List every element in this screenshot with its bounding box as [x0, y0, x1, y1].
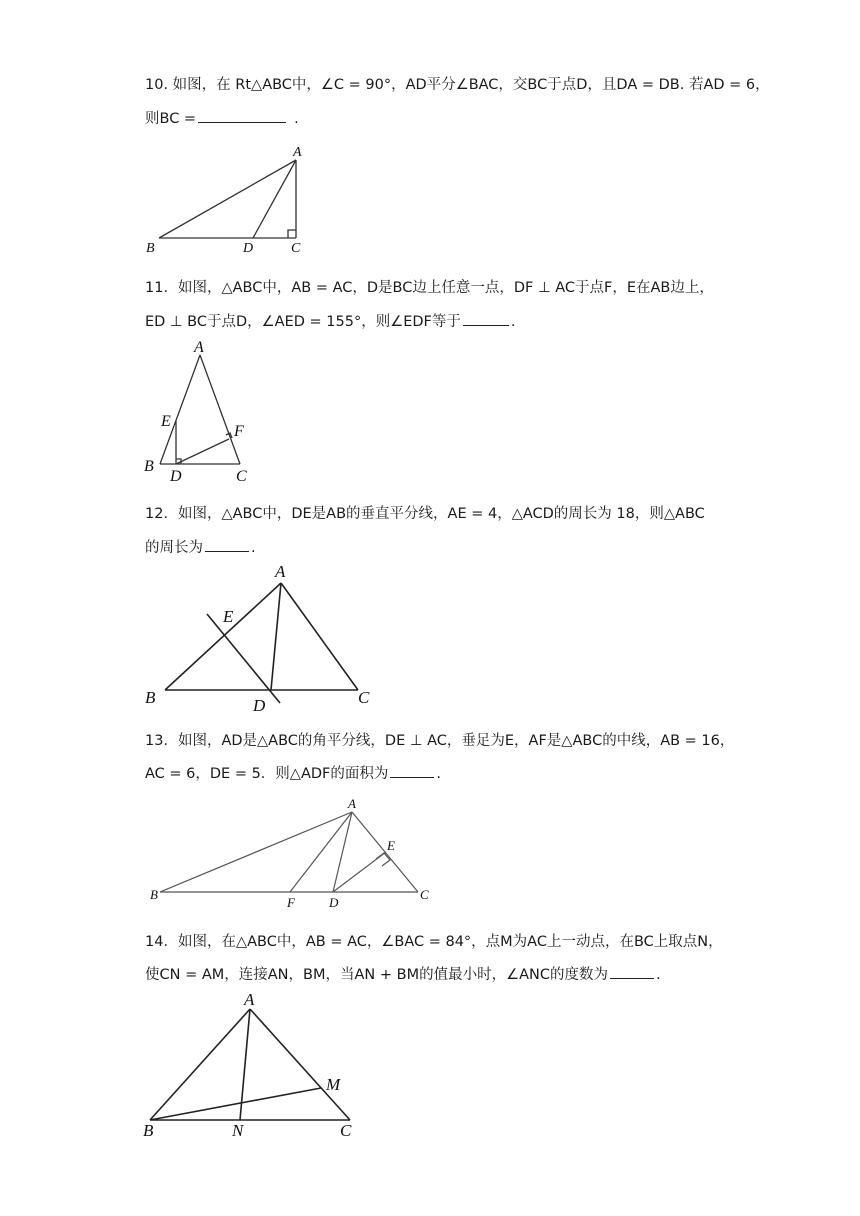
problem-12-tail: . [251, 540, 256, 556]
label-F: F [234, 423, 244, 440]
answer-blank-12[interactable] [205, 550, 249, 552]
problem-14-text: 使CN = AM，连接AN，BM，当AN + BM的值最小时，∠ANC的度数为 [145, 967, 608, 983]
figure-14 [140, 990, 380, 1150]
label-D: D [329, 895, 339, 910]
label-B: B [146, 241, 155, 256]
answer-blank-11[interactable] [463, 324, 509, 326]
label-M: M [326, 1075, 341, 1094]
label-A: A [194, 339, 204, 356]
problem-10-text: 则BC = [145, 111, 197, 127]
problem-12-line-1: 12．如图，△ABC中，DE是AB的垂直平分线，AE = 4，△ACD的周长为 18，则△ABC [145, 506, 705, 522]
problem-11-tail: . [510, 314, 516, 330]
problem-10-tail: . [294, 111, 299, 127]
label-B: B [145, 688, 156, 707]
label-C: C [236, 468, 247, 485]
label-A: A [293, 145, 302, 160]
label-C: C [358, 688, 370, 707]
problem-14-line-2 [145, 963, 661, 984]
label-D: D [170, 468, 182, 485]
label-C: C [291, 241, 301, 256]
label-A: A [348, 796, 356, 811]
answer-blank-13[interactable] [390, 776, 434, 778]
label-A: A [275, 562, 286, 581]
label-B: B [150, 887, 158, 902]
label-A: A [244, 990, 255, 1009]
label-B: B [144, 458, 154, 475]
label-C: C [340, 1121, 352, 1140]
answer-blank-10[interactable] [198, 121, 286, 123]
label-D: D [253, 696, 266, 715]
problem-10-line-1: 10. 如图，在 Rt△ABC中，∠C = 90°，AD平分∠BAC，交BC于点D，且DA = DB. 若AD = 6， [145, 77, 770, 93]
label-E: E [161, 413, 171, 430]
problem-13-line-1: 13．如图，AD是△ABC的角平分线，DE ⊥ AC，垂足为E，AF是△ABC的中线，AB = 16， [145, 733, 735, 749]
label-B: B [143, 1121, 154, 1140]
problem-13-tail: . [436, 766, 441, 782]
answer-blank-14[interactable] [610, 977, 654, 979]
problem-14-line-1: 14．如图，在△ABC中，AB = AC，∠BAC = 84°，点M为AC上一动点，在BC上取点N， [145, 934, 723, 950]
problem-12-line-2 [145, 536, 256, 557]
figure-13 [140, 790, 450, 910]
problem-11-line-2 [145, 310, 515, 331]
figure-12 [140, 560, 390, 720]
problem-13-text: AC = 6，DE = 5．则△ADF的面积为 [145, 766, 389, 782]
figure-11 [140, 335, 280, 485]
label-E: E [387, 838, 395, 853]
label-C: C [420, 887, 429, 902]
label-D: D [243, 241, 254, 256]
problem-10-line-2 [145, 107, 299, 128]
problem-14-tail: . [655, 967, 661, 983]
problem-13-line-2 [145, 762, 441, 783]
label-F: F [287, 895, 295, 910]
label-E: E [223, 607, 234, 626]
label-N: N [232, 1121, 244, 1140]
problem-11-text: ED ⊥ BC于点D，∠AED = 155°，则∠EDF等于 [145, 314, 461, 330]
problem-12-text: 的周长为 [145, 540, 203, 556]
problem-11-line-1: 11．如图，△ABC中，AB = AC，D是BC边上任意一点，DF ⊥ AC于点F，E在AB边上， [145, 280, 714, 296]
figure-10 [140, 140, 320, 260]
